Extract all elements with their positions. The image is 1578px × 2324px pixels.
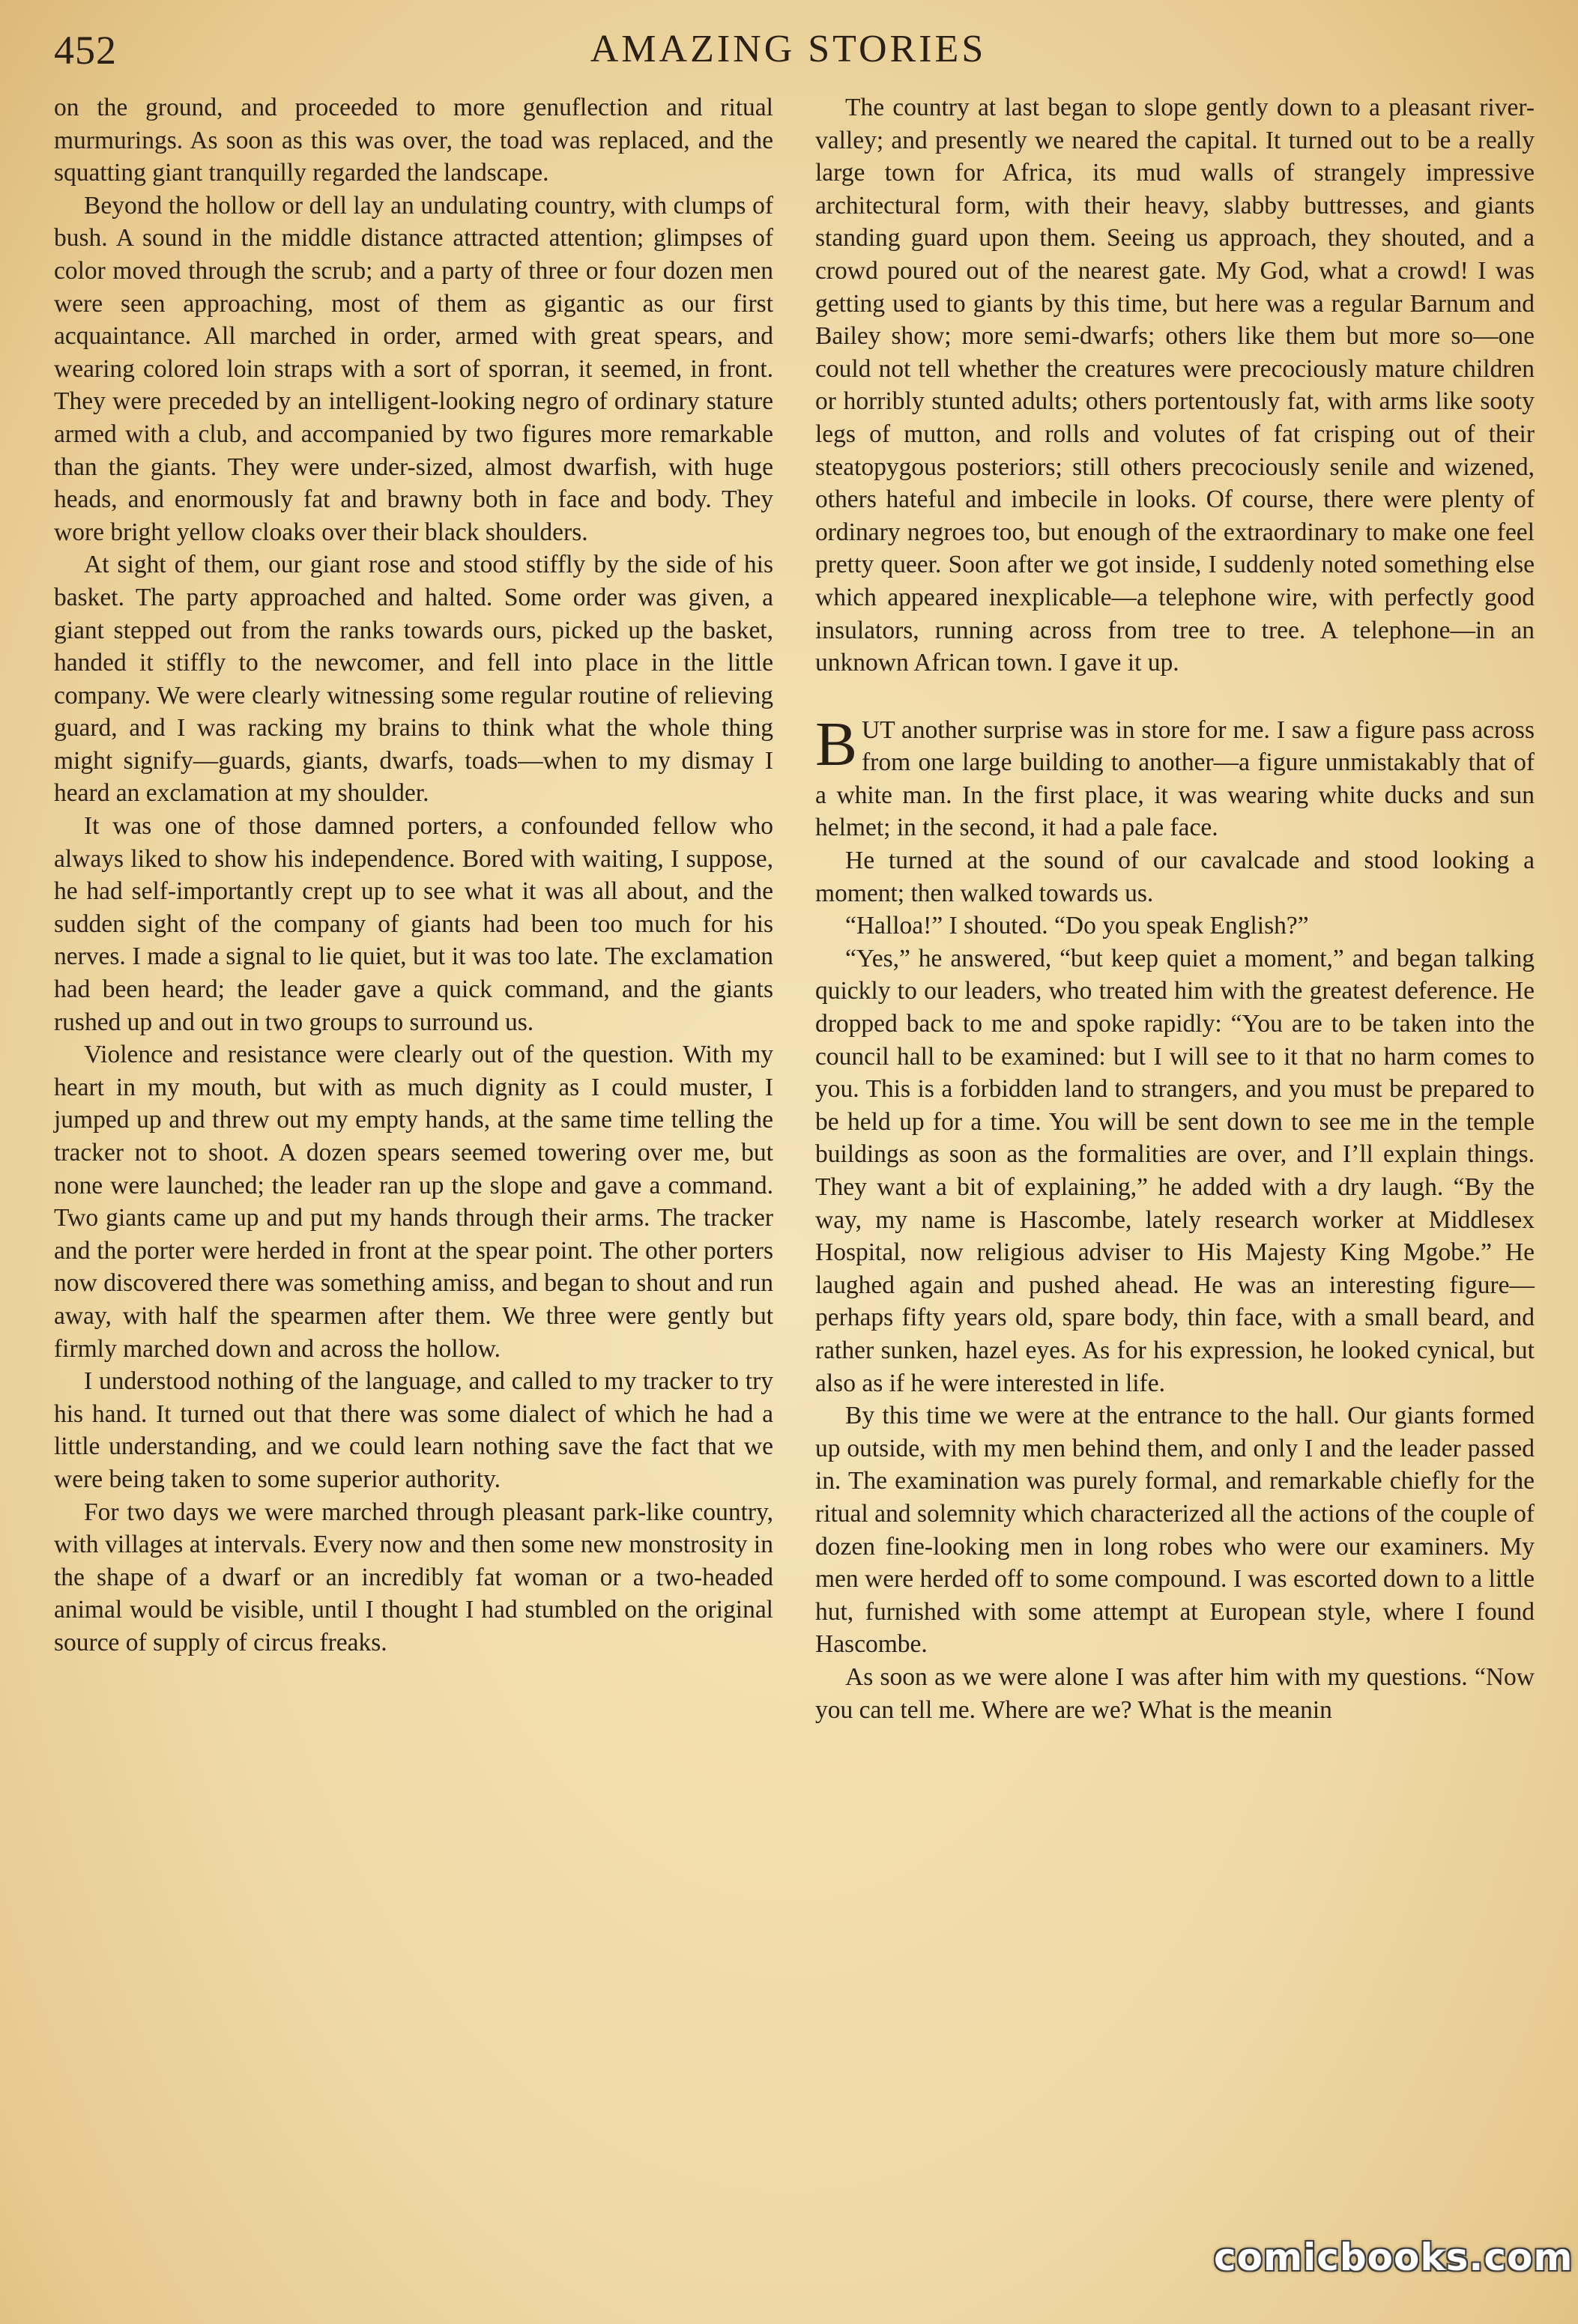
paragraph: Violence and resistance were clearly out of the question. With my heart in my mouth, but with as much dignity as I could muster, I jumped up and threw out my empty hands, at the same time telling the tracker not to shoot. A dozen spears seemed towering over me, but none were launched; the leader ran up the slope and gave a command. Two giants came up and put my hands through their arms. The tracker and the porter were herded in front at the spear point. The other porters now discovered there was something amiss, and began to shout and run away, with half the spearmen after them. We three were gently but firmly marched down and across the hollow. [54, 1041, 773, 1363]
paragraph: “Halloa!” I shouted. “Do you speak English?” [845, 912, 1309, 940]
paragraph: He turned at the sound of our cavalcade and stood looking a moment; then walked towards us. [815, 847, 1535, 907]
paragraph: Beyond the hollow or dell lay an undulating country, with clumps of bush. A sound in the middle distance attracted attention; glimpses of color moved through the scrub; and a party of three or four dozen men were seen approaching, most of them as gigantic as our first acquaintance. All marched in order, armed with great spears, and wearing colored loin straps with a sort of sporran, it seemed, in front. They were preceded by an intelligent-looking negro of ordinary stature armed with a club, and accompanied by two figures more remarkable than the giants. They were under-sized, almost dwarfish, with huge heads, and enormously fat and brawny both in face and body. They wore bright yellow cloaks over their black shoulders. [54, 191, 773, 546]
watermark: comicbooks.com [1214, 2236, 1574, 2279]
left-column [54, 91, 773, 1659]
page-number: 452 [54, 28, 117, 73]
paragraph: The country at last began to slope gently down to a pleasant river-valley; and presently we neared the capital. It turned out to be a really large town for Africa, its mud walls of strangely impressive architectural form, with their heavy, slabby buttresses, and giants standing guard upon them. Seeing us approach, they shouted, and a crowd poured out of the nearest gate. My God, what a crowd! I was getting used to giants by this time, but here was a regular Barnum and Bailey show; more semi-dwarfs; others like them but more so—one could not tell whether the creatures were precociously mature children or horribly stunted adults; others portentously fat, with arms like sooty legs of mutton, and rolls and volutes of fat crisping out of their steatopygous posteriors; still others precociously senile and wizened, others hateful and imbecile in looks. Of course, there were plenty of ordinary negroes too, but enough of the extraordinary to make one feel pretty queer. Soon after we got inside, I suddenly noted something else which appeared inexplicable—a telephone wire, with perfectly good insulators, running across from tree to tree. A telephone—in an unknown African town. I gave it up. [815, 94, 1535, 677]
paragraph: “Yes,” he answered, “but keep quiet a moment,” and began talking quickly to our leaders, who treated him with the greatest deference. He dropped back to me and spoke rapidly: “You are to be taken into the council hall to be examined: but I will see to it that no harm comes to you. This is a forbidden land to strangers, and you must be prepared to be held up for a time. You will be sent down to see me in the temple buildings as soon as the formalities are over, and I’ll explain things. They want a bit of explaining,” he added with a dry laugh. “By the way, my name is Hascombe, lately research worker at Middlesex Hospital, now religious adviser to His Majesty King Mgobe.” He laughed again and pushed ahead. He was an interesting figure—perhaps fifty years old, spare body, thin face, with a small beard, and rather sunken, hazel eyes. As for his expression, he looked cynical, but also as if he were interested in life. [815, 944, 1535, 1397]
paragraph: on the ground, and proceeded to more genuflection and ritual murmurings. As soon as this was over, the toad was replaced, and the squatting giant tranquilly regarded the landscape. [54, 94, 773, 187]
paragraph: As soon as we were alone I was after him with my questions. “Now you can tell me. Where are we? What is the meanin [815, 1662, 1535, 1724]
page-header [54, 22, 1523, 85]
paragraph: By this time we were at the entrance to the hall. Our giants formed up outside, with my men behind them, and only I and the leader passed in. The examination was purely formal, and remarkable chiefly for the ritual and solemnity which characterized all the actions of the couple of dozen fine-looking men in long robes who were our examiners. My men were herded off to some compound. I was escorted down to a little hut, furnished with some attempt at European style, where I found Hascombe. [815, 1402, 1535, 1659]
paragraph: For two days we were marched through pleasant park-like country, with villages at intervals. Every now and then some new monstrosity in the shape of a dwarf or an incredibly fat woman or a two-headed animal would be visible, until I thought I had stumbled on the original source of supply of circus freaks. [54, 1498, 773, 1656]
section-opening-text: UT another surprise was in store for me. I saw a figure pass across from one large building to another—a figure unmistakably that of a white man. In the first place, it was wearing white ducks and sun helmet; in the second, it had a pale face. [815, 715, 1535, 842]
drop-cap: B [815, 709, 858, 779]
paragraph: At sight of them, our giant rose and stood stiffly by the side of his basket. The party approached and halted. Some order was given, a giant stepped out from the ranks towards ours, picked up the basket, handed it stiffly to the newcomer, and fell into place in the little company. We were clearly witnessing some regular routine of relieving guard, and I was racking my brains to think what the whole thing might signify—guards, giants, dwarfs, toads—when to my dismay I heard an exclamation at my shoulder. [54, 551, 773, 808]
section-opening-paragraph [815, 709, 1535, 844]
running-title: AMAZING STORIES [590, 28, 987, 70]
paragraph: I understood nothing of the language, and called to my tracker to try his hand. It turned out that there was some dialect of which he had a little understanding, and we could learn nothing save the fact that we were being taken to some superior authority. [54, 1367, 773, 1493]
right-column [815, 91, 1535, 1726]
paragraph: It was one of those damned porters, a confounded fellow who always liked to show his independence. Bored with waiting, I suppose, he had self-importantly crept up to see what it was all about, and the sudden sight of the company of giants had been too much for his nerves. I made a signal to lie quiet, but it was too late. The exclamation had been heard; the leader gave a quick command, and the giants rushed up and out in two groups to surround us. [54, 812, 773, 1036]
